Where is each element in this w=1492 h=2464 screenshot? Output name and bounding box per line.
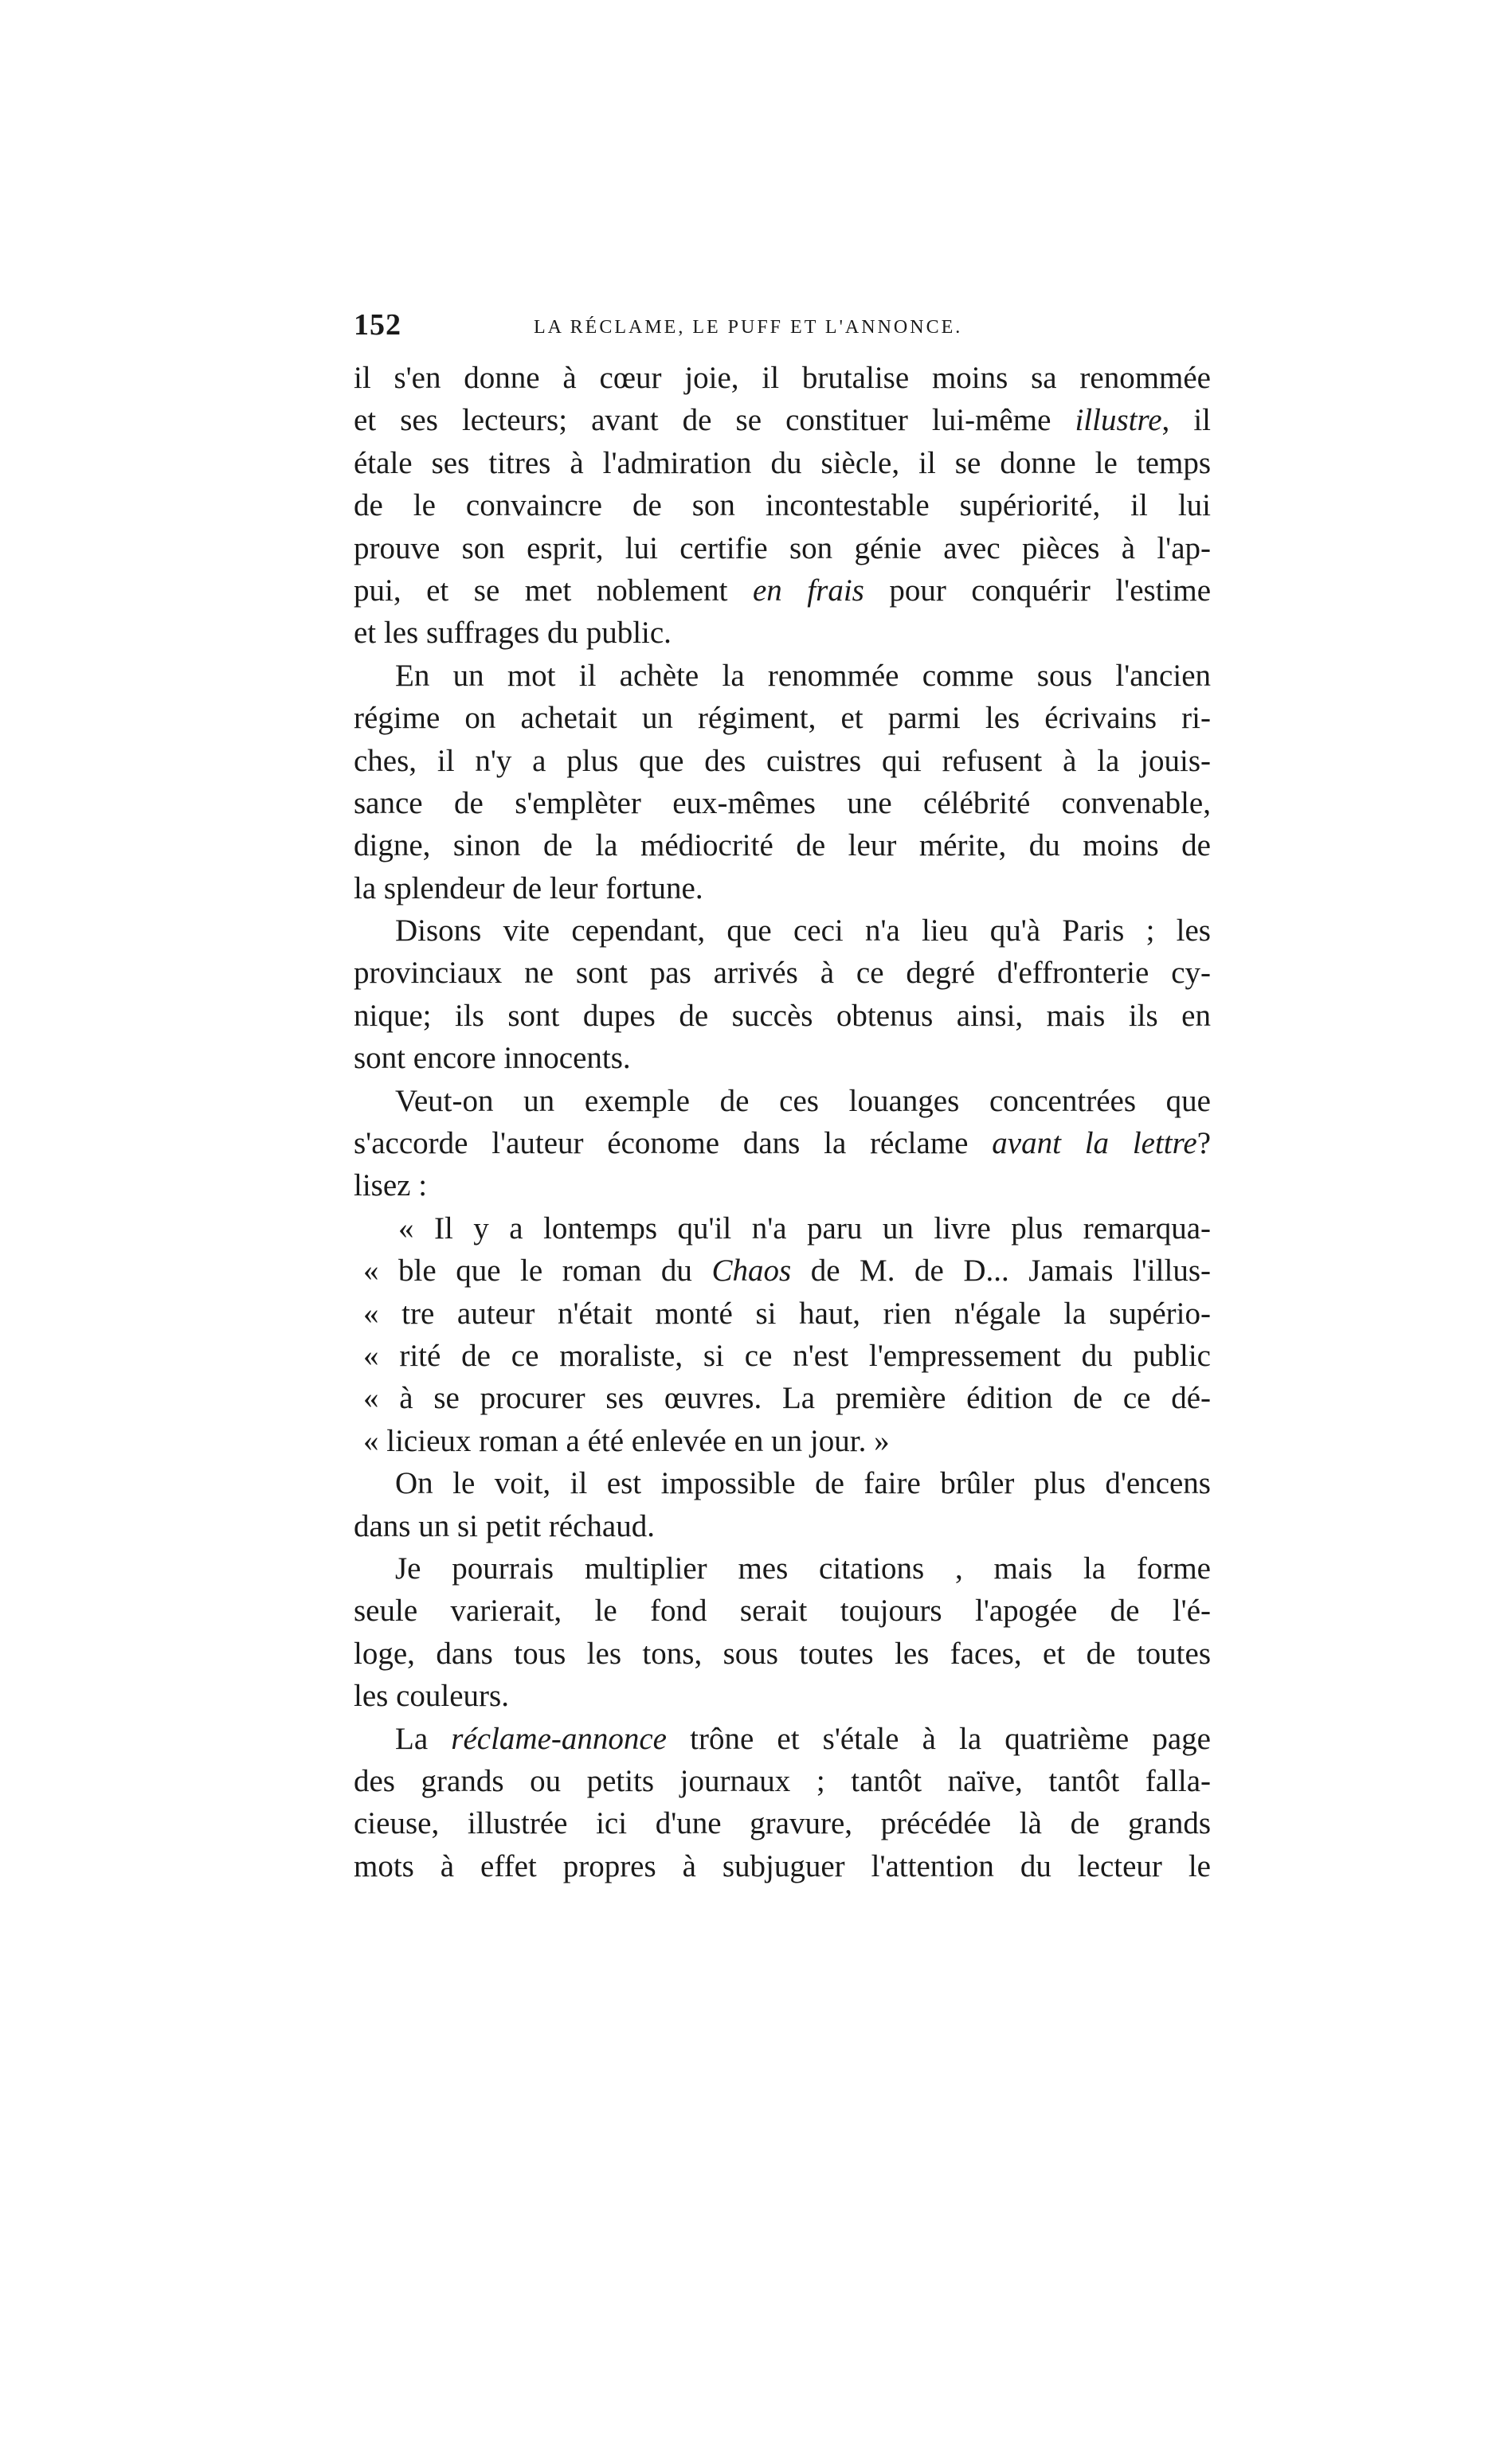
text-line: digne, sinon de la médiocrité de leur mérite, du moins de	[354, 828, 1211, 863]
text-line: sont encore innocents.	[354, 1041, 631, 1076]
text-line: ches, il n'y a plus que des cuistres qui refusent à la jouis-	[354, 743, 1211, 778]
text-line: lisez :	[354, 1168, 428, 1203]
italic-text: en frais	[752, 573, 864, 608]
italic-text: réclame-annonce	[451, 1721, 667, 1756]
text-line: provinciaux ne sont pas arrivés à ce degré d'effronterie cy-	[354, 956, 1211, 991]
text-line: pui, et se met noblement en frais pour conquérir l'estime	[354, 573, 1212, 608]
quote-line: « à se procurer ses œuvres. La première édition de ce dé-	[363, 1381, 1211, 1416]
text-line: s'accorde l'auteur économe dans la réclame avant la lettre?	[354, 1126, 1211, 1161]
quote-line: « rité de ce moraliste, si ce n'est l'empressement du public	[363, 1338, 1211, 1373]
quote-line: « tre auteur n'était monté si haut, rien n'égale la supério-	[363, 1296, 1211, 1331]
quote-line: « ble que le roman du Chaos de M. de D... Jamais l'illus-	[363, 1254, 1212, 1289]
body-text	[354, 357, 1211, 1887]
text-line: nique; ils sont dupes de succès obtenus ainsi, mais ils en	[354, 998, 1211, 1033]
text-line: La réclame-annonce trône et s'étale à la quatrième page	[395, 1721, 1211, 1756]
italic-text: Chaos	[711, 1254, 792, 1289]
text-line: et ses lecteurs; avant de se constituer lui-même illustre, il	[354, 403, 1212, 438]
text-line: étale ses titres à l'admiration du siècle, il se donne le temps	[354, 445, 1211, 480]
text-line: cieuse, illustrée ici d'une gravure, précédée là de grands	[354, 1806, 1211, 1841]
text-line: dans un si petit réchaud.	[354, 1508, 655, 1543]
text-line: seule varierait, le fond serait toujours l'apogée de l'é-	[354, 1594, 1211, 1629]
text-line: Disons vite cependant, que ceci n'a lieu qu'à Paris ; les	[395, 913, 1211, 948]
text-line: les couleurs.	[354, 1679, 509, 1714]
text-line: Je pourrais multiplier mes citations , mais la forme	[395, 1551, 1211, 1586]
text-line: On le voit, il est impossible de faire brûler plus d'encens	[395, 1466, 1211, 1501]
text-line: loge, dans tous les tons, sous toutes les faces, et de toutes	[354, 1636, 1211, 1671]
text-line: de le convaincre de son incontestable supériorité, il lui	[354, 488, 1211, 523]
italic-text: avant la lettre	[992, 1126, 1197, 1161]
italic-text: illustre	[1075, 403, 1162, 438]
text-line: il s'en donne à cœur joie, il brutalise moins sa renommée	[354, 361, 1211, 395]
text-line: En un mot il achète la renommée comme sous l'ancien	[395, 658, 1211, 693]
text-line: Veut-on un exemple de ces louanges concentrées que	[395, 1083, 1211, 1118]
text-line: prouve son esprit, lui certifie son génie avec pièces à l'ap-	[354, 530, 1211, 565]
text-line: mots à effet propres à subjuguer l'attention du lecteur le	[354, 1848, 1211, 1883]
page-header	[354, 307, 1055, 347]
text-line: et les suffrages du public.	[354, 616, 672, 651]
text-line: des grands ou petits journaux ; tantôt naïve, tantôt falla-	[354, 1763, 1211, 1798]
quote-line: « licieux roman a été enlevée en un jour. »	[363, 1423, 890, 1458]
quote-line: « Il y a lontemps qu'il n'a paru un livre plus remarqua-	[398, 1210, 1211, 1246]
page-number: 152	[354, 308, 401, 342]
text-line: sance de s'emplèter eux-mêmes une célébrité convenable,	[354, 785, 1211, 820]
text-line: la splendeur de leur fortune.	[354, 870, 703, 905]
text-line: régime on achetait un régiment, et parmi les écrivains ri-	[354, 701, 1211, 736]
running-title: LA RÉCLAME, LE PUFF ET L'ANNONCE.	[534, 317, 963, 338]
